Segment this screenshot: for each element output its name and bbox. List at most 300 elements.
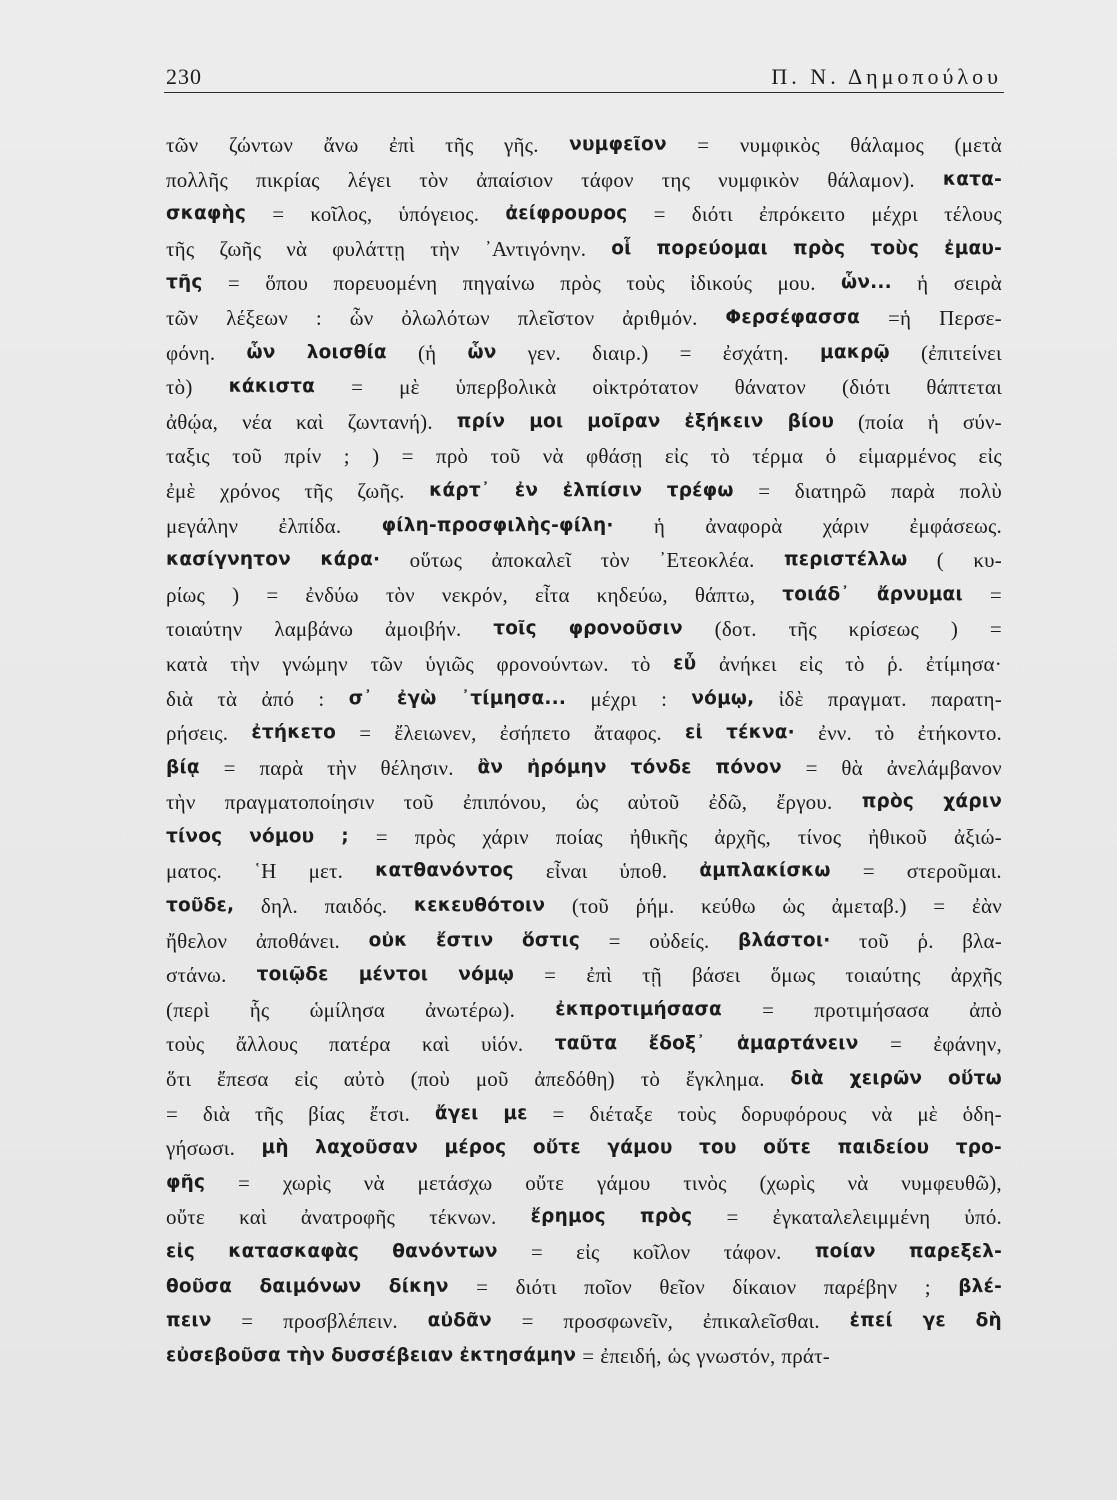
word: = — [375, 824, 388, 849]
word: ἄνω — [323, 133, 359, 157]
word: ἤθελον — [166, 928, 228, 953]
word: εἶναι — [545, 859, 588, 884]
word: = — [401, 444, 414, 469]
running-head: Π. Ν. Δημοπούλου — [771, 64, 1002, 89]
word: τοὺς — [677, 1101, 717, 1126]
text-line — [166, 509, 1002, 544]
text-line — [166, 1131, 1002, 1166]
bold-term: ἀείφρουρος — [505, 203, 628, 225]
bold-term: ; — [341, 825, 349, 847]
word: πράτ- — [781, 1343, 830, 1368]
bold-term: βίου — [787, 410, 835, 432]
word: τῆς — [254, 1101, 284, 1126]
word: ὧν — [349, 305, 374, 330]
bold-term: ἂν — [477, 756, 504, 778]
bold-term: θανόντων — [392, 1241, 498, 1262]
bold-term: τοῦδε, — [166, 895, 235, 917]
word: ζωντανή). — [347, 409, 433, 434]
text-line — [166, 439, 1002, 474]
text-line — [166, 682, 1002, 717]
word: μετ. — [308, 859, 344, 884]
bold-term: ᾿τίμησα... — [460, 687, 567, 709]
word: γνώμην — [282, 651, 348, 676]
word: γῆς. — [504, 133, 539, 157]
word: δηλ. — [260, 894, 298, 919]
word: γεν. — [527, 340, 561, 365]
bold-term: πρίν — [456, 410, 506, 432]
word: ρίως — [166, 582, 206, 607]
word: τῆς — [788, 617, 817, 642]
word: γήσωσι. — [166, 1136, 236, 1161]
bold-term: με — [503, 1102, 528, 1124]
word: ἀνατροφῆς — [300, 1205, 396, 1230]
word: = — [726, 1205, 739, 1230]
bold-term: πρὸς — [861, 791, 915, 813]
word: ὅτι — [166, 1067, 192, 1092]
bold-term: τρέφω — [666, 479, 734, 501]
bold-term: πόνον — [715, 756, 782, 778]
bold-term: ἄγει — [434, 1102, 479, 1124]
bold-term: ἐξήκειν — [684, 410, 764, 432]
word: ἐδῶ, — [708, 790, 748, 815]
word: ἔπεσα — [217, 1067, 269, 1092]
word: = — [521, 1309, 534, 1334]
word: ῥ. — [917, 928, 934, 953]
bold-term: νόμῳ — [458, 964, 515, 986]
word: τὸ — [640, 1067, 661, 1092]
bold-term: ἐγὼ — [397, 687, 437, 709]
word: ὁ — [825, 444, 837, 469]
word: της — [661, 167, 691, 192]
word: ἐπικαλεῖσθαι. — [702, 1309, 820, 1334]
word: ὅμως — [770, 963, 816, 988]
word: οὔτε — [166, 1205, 205, 1230]
word: θάλαμον). — [827, 167, 915, 192]
text-line — [166, 1200, 1002, 1235]
word: ἄλλους — [235, 1032, 298, 1057]
word: (ποία — [857, 409, 904, 434]
word: κεύθω — [701, 894, 756, 919]
bold-term: τίνος — [166, 825, 223, 847]
bold-term: δὴ — [975, 1310, 1002, 1332]
bold-term: πρὸς — [793, 237, 846, 259]
bold-term: πειν — [166, 1310, 212, 1332]
word: =ἡ — [887, 305, 912, 330]
bold-term: ἐλπίσιν — [562, 479, 643, 501]
bold-term: τρο- — [955, 1137, 1002, 1159]
word: κηδεύω, — [596, 582, 668, 607]
word: μὲ — [917, 1101, 938, 1126]
word: στάνω. — [166, 963, 227, 988]
word: = — [351, 375, 364, 400]
text-line — [166, 1304, 1002, 1339]
bold-term: κατασκαφὰς — [228, 1241, 360, 1262]
word: ὡς — [667, 1343, 691, 1368]
word: = — [608, 928, 621, 953]
bold-term: χειρῶν — [849, 1068, 923, 1090]
bold-term: ἠρόμην — [527, 756, 607, 778]
word: ὅπου — [265, 271, 309, 296]
bold-term: σκαφὴς — [166, 203, 247, 225]
bold-term: μοῖραν — [587, 410, 661, 432]
word: ἐτήκοντο. — [917, 721, 1002, 746]
bold-term: τοιῷδε — [256, 964, 329, 986]
bold-term: πορεύομαι — [656, 237, 768, 259]
word: ἐὰν — [971, 894, 1002, 919]
word: ἀρχῆς, — [714, 824, 771, 849]
word: χάριν — [822, 513, 870, 538]
word: προτιμήσασα — [814, 997, 930, 1022]
text-line — [166, 1062, 1002, 1097]
bold-term: ὅστις — [521, 929, 581, 951]
text-line — [166, 820, 1002, 855]
bold-term: μέρος — [444, 1137, 507, 1159]
bold-term: ταῦτα — [554, 1033, 618, 1055]
bold-term: περιστέλλω — [783, 549, 908, 571]
word: βάσει — [692, 963, 741, 988]
word: εἰς — [576, 1240, 600, 1264]
word: τὸν — [419, 167, 449, 192]
word: γάμου — [596, 1170, 651, 1195]
word: πολλῆς — [166, 167, 228, 192]
bold-term: βλέ- — [958, 1275, 1002, 1297]
word: νεκρόν, — [441, 582, 508, 607]
word: (ἐπιτείνει — [920, 340, 1002, 365]
word: βίας — [308, 1101, 345, 1126]
word: κρίσεως — [848, 617, 920, 642]
body-text — [166, 128, 1002, 1373]
word: ἀποθάνει. — [255, 928, 340, 953]
bold-term: Φερσέφασσα — [725, 306, 861, 328]
word: διότι — [691, 202, 733, 227]
word: ᾿Αντιγόνην. — [484, 236, 587, 261]
word: : — [661, 686, 668, 711]
word: ἀποκαλεῖ — [491, 548, 572, 573]
text-line — [166, 1339, 1002, 1374]
word: γνωστόν, — [696, 1343, 776, 1368]
text-line — [166, 716, 1002, 751]
word: νέα — [242, 409, 273, 434]
word: πλεῖστον — [517, 305, 595, 330]
bold-term: κάκιστα — [228, 376, 316, 398]
word: φθάσῃ — [586, 444, 643, 469]
word: ἐπρόκειτο — [759, 202, 846, 227]
bold-term: χάριν — [943, 791, 1002, 813]
text-line — [166, 1097, 1002, 1132]
word: = — [166, 1101, 179, 1126]
word: = — [552, 1101, 565, 1126]
word: ἐτίμησα· — [925, 651, 1002, 676]
bold-term: εὐσεβοῦσα — [166, 1344, 281, 1366]
word: τὸ) — [166, 375, 193, 400]
word: διατηρῶ — [794, 478, 867, 503]
bold-term: δυσσέβειαν — [331, 1344, 454, 1366]
word: ἐφάνην, — [933, 1032, 1002, 1057]
word: = — [238, 1170, 251, 1195]
bold-term: εἰ — [685, 722, 703, 744]
bold-term: μέντοι — [358, 964, 429, 986]
bold-term: ἐπεί — [849, 1310, 893, 1332]
word: = — [758, 478, 771, 503]
word: πρὸ — [436, 444, 469, 469]
word: ἐνδύω — [305, 582, 359, 607]
word: ) — [232, 582, 240, 607]
word: ὡμίλησα — [309, 997, 385, 1022]
word: ἰδὲ — [778, 686, 804, 711]
bold-term: νυμφεῖον — [569, 134, 667, 155]
bold-term: ἔρημος — [530, 1206, 606, 1228]
word: ἐνν. — [818, 721, 852, 746]
word: τὸ — [710, 444, 730, 469]
word: ἐπὶ — [389, 133, 415, 157]
header-rule — [164, 92, 1004, 93]
word: ἐμφάσεως. — [909, 513, 1002, 538]
word: ὑπερβολικὰ — [455, 375, 557, 400]
word: πατέρα — [329, 1032, 391, 1057]
word: προσβλέπειν. — [283, 1309, 398, 1334]
word: ὑπόγειος. — [398, 202, 480, 227]
word: ἐμὲ — [166, 478, 196, 503]
word: ἐπὶ — [586, 963, 612, 988]
word: ὀλωλότων — [401, 305, 490, 330]
text-line — [166, 128, 1002, 163]
word: μέχρι — [590, 686, 637, 711]
text-line — [166, 958, 1002, 993]
word: οὕτως — [409, 548, 463, 573]
bold-term: μοι — [529, 410, 564, 432]
word: ( — [936, 548, 944, 573]
word: ) — [950, 617, 959, 642]
bold-term: οἷ — [611, 237, 632, 259]
word: διὰ — [166, 686, 194, 711]
word: ἀμεταβ.) — [831, 894, 907, 919]
bold-term: οὔτε — [532, 1137, 581, 1159]
word: ὁδη- — [962, 1101, 1002, 1126]
bold-term: τοιάδ᾿ — [782, 583, 850, 605]
word: τῶν — [166, 133, 199, 157]
bold-term: ἔδοξ᾿ — [648, 1033, 706, 1055]
word: πολὺ — [959, 478, 1002, 503]
bold-term: νόμῳ, — [691, 687, 755, 709]
word: οὐδείς. — [649, 928, 710, 953]
word: μὲ — [399, 375, 420, 400]
word: ὑποθ. — [619, 859, 668, 884]
word: νὰ — [871, 1101, 893, 1126]
word: κοῖλος, — [310, 202, 373, 227]
word: νὰ — [286, 236, 308, 261]
word: ματος. — [166, 859, 222, 884]
word: νυμφικὸν — [718, 167, 800, 192]
word: = — [476, 1274, 489, 1299]
word: (ποὺ — [410, 1067, 450, 1092]
word: τοὺς — [626, 271, 665, 296]
word: = — [241, 1309, 254, 1334]
word: ἀπαίσιον — [476, 167, 554, 192]
bold-term: κάρτ᾿ — [429, 479, 491, 501]
bold-term: μὴ — [261, 1137, 289, 1159]
word: θάλαμος — [850, 133, 924, 157]
text-line — [166, 197, 1002, 232]
bold-term: ὧν... — [841, 272, 892, 294]
text-line — [166, 1270, 1002, 1305]
word: τὸν — [385, 582, 415, 607]
text-line — [166, 647, 1002, 682]
word: ἐγκαταλελειμμένη — [772, 1205, 931, 1230]
word: χρόνος — [220, 478, 280, 503]
word: ποῖον — [584, 1274, 632, 1299]
word: = — [889, 1032, 902, 1057]
word: τῆς — [304, 478, 333, 503]
word: (ἡ — [417, 340, 437, 365]
text-line — [166, 543, 1002, 578]
word: ἡ — [927, 409, 939, 434]
word: φόνη. — [166, 340, 216, 365]
word: θάπτεται — [926, 375, 1002, 400]
bold-term: ἐκτησάμην — [459, 1344, 577, 1366]
word: προσφωνεῖν, — [563, 1309, 674, 1334]
word: (μετὰ — [954, 133, 1002, 157]
word: ἠθικῆς — [629, 824, 688, 849]
bold-term: τοῖς — [493, 618, 537, 640]
word: θεῖον — [659, 1274, 705, 1299]
text-line — [166, 474, 1002, 509]
bold-term: ὧν — [246, 341, 276, 363]
word: διέταξε — [589, 1101, 653, 1126]
word: παιδός. — [324, 894, 388, 919]
word: ζώντων — [228, 133, 294, 157]
bold-term: οὕτω — [948, 1068, 1002, 1090]
word: πραγματ. — [827, 686, 907, 711]
word: τῶν — [370, 651, 403, 676]
word: λέγει — [347, 167, 392, 192]
word: νὰ — [363, 1170, 385, 1195]
bold-term: οὔτε — [763, 1137, 812, 1159]
word: διότι — [515, 1274, 557, 1299]
text-line — [166, 578, 1002, 613]
word: = — [530, 1240, 543, 1264]
text-line — [166, 751, 1002, 786]
bold-term: ποίαν — [814, 1241, 876, 1262]
word: ἔργου. — [776, 790, 833, 815]
word: ἀνωτέρω). — [425, 997, 516, 1022]
word: νὰ — [542, 444, 564, 469]
word: διὰ — [202, 1101, 231, 1126]
word: τέρμα — [752, 444, 804, 469]
word: λαμβάνω — [274, 617, 354, 642]
word: ζωῆς — [219, 236, 262, 261]
bold-term: θοῦσα — [166, 1275, 233, 1297]
text-line — [166, 854, 1002, 889]
bold-term: τοὺς — [870, 237, 920, 259]
bold-term: τῆς — [166, 272, 203, 294]
bold-term: κατθανόντος — [375, 860, 514, 882]
bold-term: κεκευθότοιν — [413, 895, 546, 917]
word: = — [266, 582, 279, 607]
word: πρίν — [284, 444, 322, 469]
word: παρὰ — [259, 755, 304, 780]
bold-term: φρονοῦσιν — [568, 618, 683, 640]
bold-term: αὐδᾶν — [427, 1310, 492, 1332]
bold-term: τόνδε — [630, 756, 692, 778]
word: ὑγιῶς — [425, 651, 474, 676]
bold-term: μακρῷ — [820, 341, 890, 363]
word: = — [805, 755, 818, 780]
word: πορευομένη — [333, 271, 438, 296]
text-line — [166, 336, 1002, 371]
word: ᾿Ετεοκλέα. — [659, 548, 755, 573]
bold-term: οὐκ — [368, 929, 408, 951]
word: ταξις — [166, 444, 210, 469]
word: = — [679, 340, 692, 365]
bold-term: δαιμόνων — [259, 1275, 362, 1297]
word: τῇ — [642, 963, 662, 988]
bold-term: φίλη-προσφιλὴς-φίλη· — [381, 514, 614, 536]
word: ἀθῴα, — [166, 409, 219, 434]
word: βλα- — [962, 928, 1002, 953]
word: παρὰ — [891, 478, 935, 503]
word: τοιαύτην — [166, 617, 243, 642]
bold-term: ἐκπροτιμήσασα — [555, 998, 722, 1020]
word: μοῦ — [475, 1067, 509, 1092]
word: τὴν — [230, 651, 260, 676]
word: = — [989, 582, 1002, 607]
word: νυμφικὸς — [739, 133, 820, 157]
word: = — [359, 721, 372, 746]
word: παρατη- — [930, 686, 1002, 711]
word: θάνατον — [734, 375, 806, 400]
text-line — [166, 612, 1002, 647]
word: ἔλειωνεν, — [394, 721, 477, 746]
word: αὐτὸ — [343, 1067, 385, 1092]
page-header — [166, 58, 1002, 90]
bold-term: διὰ — [790, 1068, 824, 1090]
word: ἀπό — [261, 686, 295, 711]
word: νυμφευθῶ), — [901, 1170, 1002, 1195]
bold-term: κατα- — [942, 168, 1002, 190]
word: εἰς — [978, 444, 1002, 469]
word: (διότι — [842, 375, 891, 400]
text-line — [166, 370, 1002, 405]
word: ἀρχῆς — [950, 963, 1002, 988]
bold-term: νόμου — [249, 825, 315, 847]
word: ὑπό. — [964, 1205, 1002, 1230]
bold-term: παρεξελ- — [908, 1241, 1002, 1262]
word: καὶ — [295, 409, 324, 434]
word: = — [272, 202, 285, 227]
bold-term: κάρα· — [320, 549, 381, 571]
word: καὶ — [422, 1032, 450, 1057]
word: λέξεων — [226, 305, 288, 330]
word: ) — [372, 444, 380, 469]
bold-term: τὴν — [286, 1344, 326, 1366]
word: παρέβην — [823, 1274, 898, 1299]
word: κυ- — [973, 548, 1002, 573]
word: = — [227, 271, 240, 296]
word: οἰκτρότατον — [592, 375, 699, 400]
word: υἱόν. — [481, 1032, 524, 1057]
word: τίνος — [797, 824, 842, 849]
word: ἔγκλημα. — [685, 1067, 765, 1092]
word: ἐλπίδα. — [278, 513, 342, 538]
word: ἀξιώ- — [954, 824, 1002, 849]
word: τὰ — [217, 686, 238, 711]
bold-term: ἀμπλακίσκω — [699, 860, 831, 882]
word: = — [697, 133, 710, 157]
word: θάπτω, — [694, 582, 756, 607]
page-number: 230 — [166, 64, 202, 89]
word: σύν- — [962, 409, 1002, 434]
word: ἀνελάμβανον — [886, 755, 1002, 780]
